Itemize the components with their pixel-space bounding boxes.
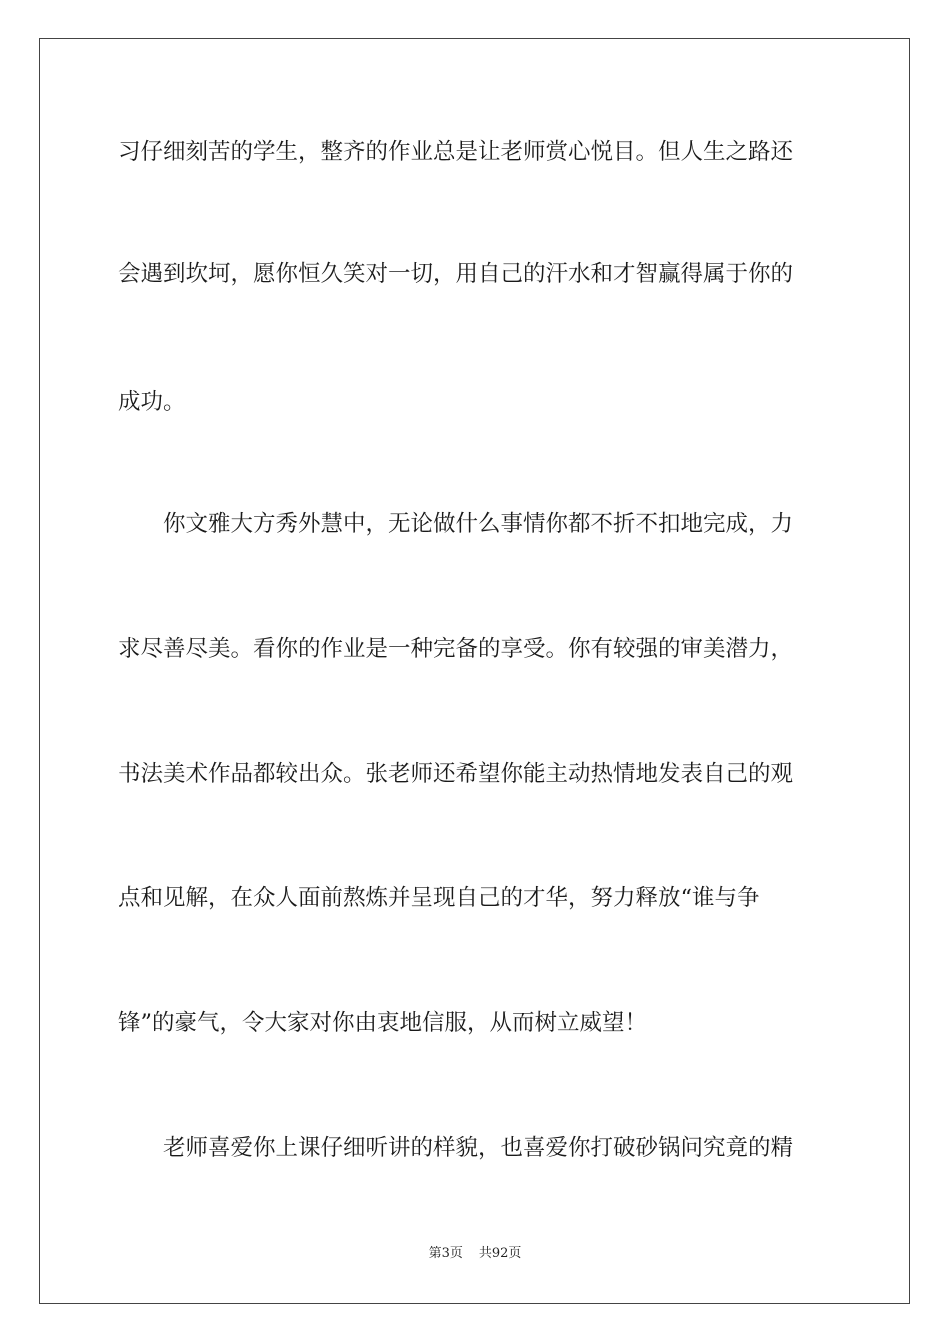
text-line-1: 习仔细刻苦的学生，整齐的作业总是让老师赏心悦目。但人生之路还 [118, 139, 794, 165]
text-line-8: 锋”的豪气，令大家对你由衷地信服，从而树立威望！ [118, 1010, 648, 1036]
text-line-2: 会遇到坎坷，愿你恒久笑对一切，用自己的汗水和才智赢得属于你的 [118, 261, 794, 287]
page-number: 第3页 [428, 1246, 463, 1261]
page-border [39, 38, 910, 1304]
text-line-3: 成功。 [118, 389, 186, 415]
text-line-4: 你文雅大方秀外慧中，无论做什么事情你都不折不扣地完成，力 [163, 511, 794, 537]
page-total: 共92页 [478, 1246, 522, 1261]
text-line-7: 点和见解，在众人面前熬炼并呈现自己的才华，努力释放“谁与争 [118, 885, 760, 911]
page-footer [0, 1245, 950, 1263]
text-line-6: 书法美术作品都较出众。张老师还希望你能主动热情地发表自己的观 [118, 761, 794, 787]
text-line-5: 求尽善尽美。看你的作业是一种完备的享受。你有较强的审美潜力， [118, 636, 794, 662]
text-line-9: 老师喜爱你上课仔细听讲的样貌，也喜爱你打破砂锅问究竟的精 [163, 1135, 794, 1161]
